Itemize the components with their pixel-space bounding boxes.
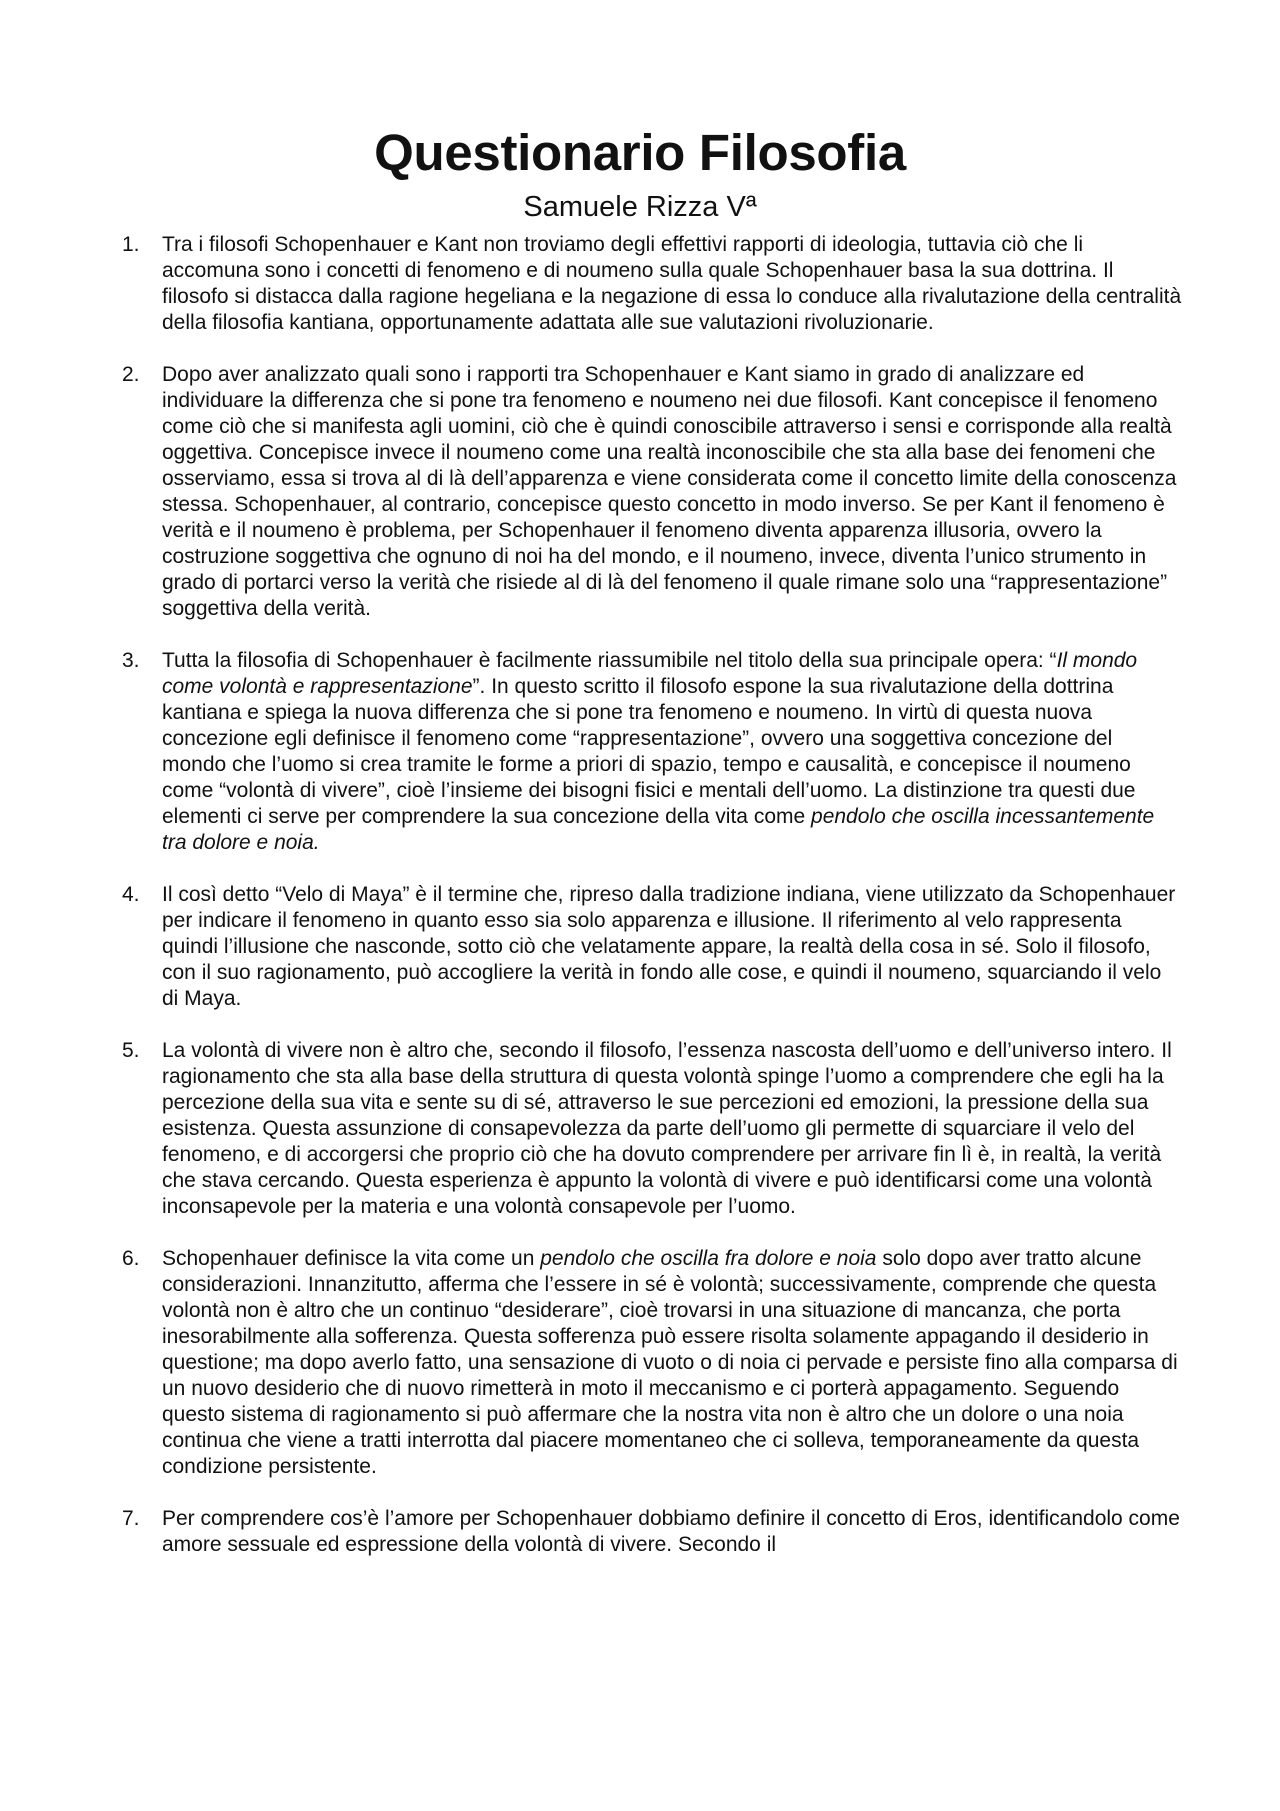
- answer-item: [122, 648, 1182, 856]
- answer-text-part: Il così detto “Velo di Maya” è il termine che, ripreso dalla tradizione indiana, viene utilizzato da Schopenhauer per indicare il fenomeno in quanto esso sia solo apparenza e illusione. Il riferimento al velo rappresenta quindi l’illusione che nasconde, sotto ciò che velatamente appare, la realtà della cosa in sé. Solo il filosofo, con il suo ragionamento, può accogliere la verità in fondo alle cose, e quindi il noumeno, squarciando il velo di Maya.: [162, 883, 1176, 1010]
- answer-text-part: Tra i filosofi Schopenhauer e Kant non troviamo degli effettivi rapporti di ideologia, tuttavia ciò che li accomuna sono i concetti di fenomeno e di noumeno sulla quale Schopenhauer basa la sua dottrina. Il filosofo si distacca dalla ragione hegeliana e la negazione di essa lo conduce alla rivalutazione della centralità della filosofia kantiana, opportunamente adattata alle sue valutazioni rivoluzionarie.: [162, 233, 1182, 334]
- answer-text: [162, 1246, 1182, 1480]
- answer-number: 3.: [122, 649, 140, 672]
- answer-text: [162, 232, 1182, 336]
- italic-phrase: pendolo che oscilla fra dolore e noia: [540, 1247, 877, 1270]
- answer-item: [122, 1246, 1182, 1480]
- document-author: Samuele Rizza Vª: [523, 191, 757, 223]
- answer-text-part: solo dopo aver tratto alcune considerazioni. Innanzitutto, afferma che l’essere in sé è volontà; successivamente, comprende che questa volontà non è altro che un continuo “desiderare”, cioè trovarsi in una situazione di mancanza, che porta inesorabilmente alla sofferenza. Questa sofferenza può essere risolta solamente appagando il desiderio in questione; ma dopo averlo fatto, una sensazione di vuoto o di noia ci pervade e persiste fino alla comparsa di un nuovo desiderio che di nuovo rimetterà in moto il meccanismo e ci porterà appagamento. Seguendo questo sistema di ragionamento si può affermare che la nostra vita non è altro che un dolore o una noia continua che viene a tratti interrotta dal piacere momentaneo che ci solleva, temporaneamente da questa condizione persistente.: [162, 1247, 1178, 1478]
- answer-text-part: Tutta la filosofia di Schopenhauer è facilmente riassumibile nel titolo della sua principale opera: “: [162, 649, 1057, 672]
- answer-text-part: Per comprendere cos’è l’amore per Schopenhauer dobbiamo definire il concetto di Eros, identificandolo come amore sessuale ed espressione della volontà di vivere. Secondo il: [162, 1507, 1180, 1556]
- answer-text: [162, 648, 1182, 856]
- answer-number: 6.: [122, 1247, 140, 1270]
- answer-number: 7.: [122, 1507, 140, 1530]
- answer-list: [122, 232, 1182, 1584]
- answer-number: 2.: [122, 363, 140, 386]
- answer-text-part: La volontà di vivere non è altro che, secondo il filosofo, l’essenza nascosta dell’uomo e dell’universo intero. Il ragionamento che sta alla base della struttura di questa volontà spinge l’uomo a comprendere che egli ha la percezione della sua vita e sente su di sé, attraverso le sue percezioni ed emozioni, la pressione della sua esistenza. Questa assunzione di consapevolezza da parte dell’uomo gli permette di squarciare il velo del fenomeno, e di accorgersi che proprio ciò che ha dovuto comprendere per arrivare fin lì è, in realtà, la verità che stava cercando. Questa esperienza è appunto la volontà di vivere e può identificarsi come una volontà inconsapevole per la materia e una volontà consapevole per l’uomo.: [162, 1039, 1172, 1218]
- answer-item: [122, 232, 1182, 336]
- answer-text: [162, 882, 1182, 1012]
- italic-phrase: pendolo che oscilla incessantemente tra dolore e noia.: [162, 805, 1155, 854]
- answer-text-part: Dopo aver analizzato quali sono i rapporti tra Schopenhauer e Kant siamo in grado di analizzare ed individuare la differenza che si pone tra fenomeno e noumeno nei due filosofi. Kant concepisce il fenomeno come ciò che si manifesta agli uomini, ciò che è quindi conoscibile attraverso i sensi e corrisponde alla realtà oggettiva. Concepisce invece il noumeno come una realtà inconoscibile che sta alla base dei fenomeni che osserviamo, essa si trova al di là dell’apparenza e viene considerata come il concetto limite della conoscenza stessa. Schopenhauer, al contrario, concepisce questo concetto in modo inverso. Se per Kant il fenomeno è verità e il noumeno è problema, per Schopenhauer il fenomeno diventa apparenza illusoria, ovvero la costruzione soggettiva che ognuno di noi ha del mondo, e il noumeno, invece, diventa l’unico strumento in grado di portarci verso la verità che risiede al di là del fenomeno il quale rimane solo una “rappresentazione” soggettiva della verità.: [162, 363, 1177, 620]
- answer-text-part: Schopenhauer definisce la vita come un: [162, 1247, 541, 1270]
- answer-text: [162, 1506, 1182, 1558]
- answer-item: [122, 1506, 1182, 1558]
- answer-item: [122, 1038, 1182, 1220]
- answer-text: [162, 362, 1182, 622]
- answer-item: [122, 882, 1182, 1012]
- answer-text-part: ”. In questo scritto il filosofo espone la sua rivalutazione della dottrina kantiana e spiega la nuova differenza che si pone tra fenomeno e noumeno. In virtù di questa nuova concezione egli definisce il fenomeno come “rappresentazione”, ovvero una soggettiva concezione del mondo che l’uomo si crea tramite le forme a priori di spazio, tempo e causalità, e concepisce il noumeno come “volontà di vivere”, cioè l’insieme dei bisogni fisici e mentali dell’uomo. La distinzione tra questi due elementi ci serve per comprendere la sua concezione della vita come: [162, 675, 1136, 828]
- answer-item: [122, 362, 1182, 622]
- answer-number: 5.: [122, 1039, 140, 1062]
- document-title: Questionario Filosofia: [374, 124, 906, 181]
- answer-number: 4.: [122, 883, 140, 906]
- answer-text: [162, 1038, 1182, 1220]
- book-title-italic: Il mondo come volontà e rappresentazione: [162, 649, 1138, 698]
- answer-number: 1.: [122, 233, 140, 256]
